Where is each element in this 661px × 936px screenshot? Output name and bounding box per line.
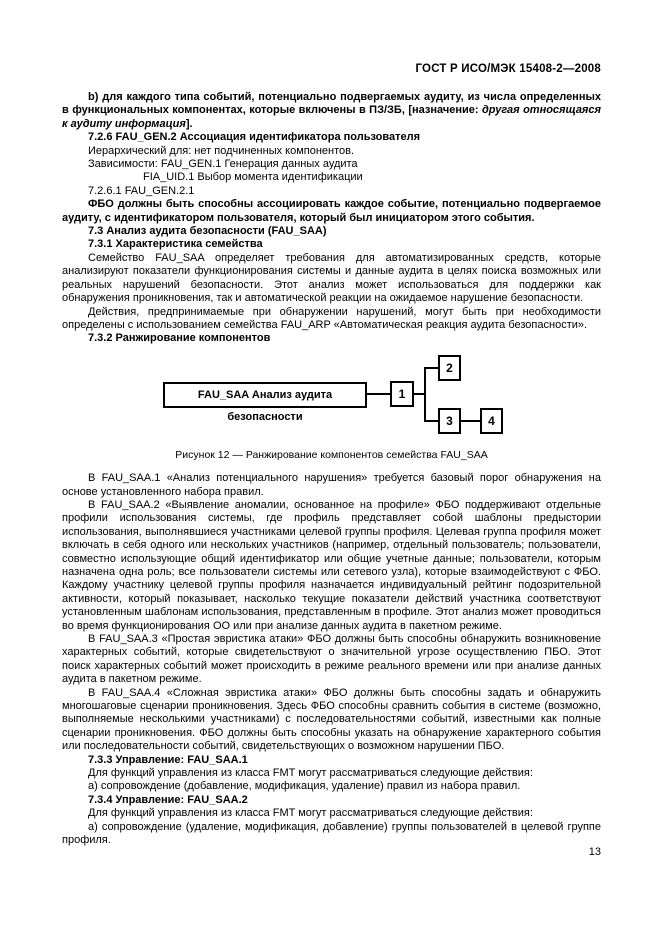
paragraph-7-3-4-intro: Для функций управления из класса FMT могут рассматриваться следующие действия: [88, 807, 533, 820]
dependencies-line-2: FIA_UID.1 Выбор момента идентификации [143, 171, 363, 184]
connector-line [367, 393, 390, 395]
figure-node-1: 1 [390, 381, 414, 407]
document-body [62, 91, 601, 848]
heading-7-3-4: 7.3.4 Управление: FAU_SAA.2 [88, 793, 248, 806]
dependencies-line-1: Зависимости: FAU_GEN.1 Генерация данных аудита [88, 158, 358, 171]
figure-node-4: 4 [480, 408, 503, 434]
paragraph-fau-saa-4: В FAU_SAA.4 «Сложная эвристика атаки» ФБО должны быть способны задать и обнаружить многошаговые сценарии проникновения. Здесь ФБО способны сравнить события в системе (возможно, выполняемые несколькими участниками) с последовательностями событий, известными как полные сценарии проникновения. ФБО должны быть способны указать на обнаружение характерного события или последовательности событий, свидетельствующих о возможном нарушении ПБО. [62, 686, 601, 753]
paragraph-fau-saa-1: В FAU_SAA.1 «Анализ потенциального нарушения» требуется базовый порог обнаружения на основе установленного набора правил. [62, 472, 601, 498]
connector-line [424, 420, 438, 422]
heading-7-2-6: 7.2.6 FAU_GEN.2 Ассоциация идентификатора пользователя [88, 131, 421, 144]
page-header: ГОСТ Р ИСО/МЭК 15408-2—2008 [415, 63, 601, 75]
paragraph-7-3-3-item-a: а) сопровождение (добавление, модификация, удаление) правил из набора правил. [88, 780, 521, 793]
heading-7-3-2: 7.3.2 Ранжирование компонентов [88, 332, 271, 345]
hierarchical-line: Иерархический для: нет подчиненных компонентов. [88, 144, 355, 157]
paragraph-b-text: b) для каждого типа событий, потенциально подвергаемых аудиту, из числа определенных в функциональных компонентах, которые включены в ПЗ/ЗБ, [назначение: [62, 91, 601, 117]
figure-caption: Рисунок 12 — Ранжирование компонентов семейства FAU_SAA [175, 448, 488, 461]
paragraph-list-item-b [62, 91, 601, 131]
paragraph-fau-saa-3: В FAU_SAA.3 «Простая эвристика атаки» ФБО должны быть способны обнаружить возникновение характерных событий, которые свидетельствуют о значительной угрозе осуществлению ПБО. Этот поиск характерных событий может происходить в режиме реального времени или при анализе данных аудита в пакетном режиме. [62, 633, 601, 686]
heading-7-3-1: 7.3.1 Характеристика семейства [88, 238, 263, 251]
connector-line [424, 367, 426, 422]
paragraph-b-close: ]. [185, 117, 193, 130]
paragraph-actions: Действия, предпринимаемые при обнаружении нарушений, могут быть при необходимости определены с использованием семейства FAU_ARP «Автоматическая реакция аудита безопасности». [62, 305, 601, 331]
page-number: 13 [588, 846, 601, 858]
paragraph-7-3-4-item-a: а) сопровождение (удаление, модификация, добавление) группы пользователей в целевой группе профиля. [62, 820, 601, 847]
connector-line [424, 367, 438, 369]
paragraph-fau-saa-2: В FAU_SAA.2 «Выявление аномалии, основанное на профиле» ФБО поддерживают отдельные профили использования системы, где профиль представляет собой шаблоны предыстории использования, выполнявшиеся участниками целевой группы профиля. Целевая группа профиля может включать в себя одного или нескольких участников (например, отдельный пользователь; пользователи, совместно использующие общий идентификатор или общие учетные данные; пользователи, которым назначена одна роль; все пользователи системы или сетевого узла), которые взаимодействуют с ФБО. Каждому участнику целевой группы профиля назначается индивидуальный рейтинг подозрительной активности, который показывает, насколько текущие показатели действий участника соответствуют установленным шаблонам использования, представленным в профиле. Этот анализ может проводиться во время функционирования ОО или при анализе данных аудита в пакетном режиме. [62, 498, 601, 632]
figure-12-component-leveling [62, 355, 601, 435]
heading-7-2-6-1: 7.2.6.1 FAU_GEN.2.1 [88, 184, 195, 197]
paragraph-b-assignment: другая относящаяся к аудиту информация [62, 104, 602, 130]
paragraph-7-3-3-intro: Для функций управления из класса FMT могут рассматриваться следующие действия: [88, 767, 533, 780]
paragraph-family-description: Семейство FAU_SAA определяет требования для автоматизированных средств, которые анализируют показатели функционирования системы и данные аудита в целях поиска возможных или реальных нарушений безопасности. Этот анализ может использоваться для поддержки как обнаружения проникновения, так и автоматической реакции на ожидаемое нарушение безопасности. [62, 251, 601, 305]
heading-7-3-3: 7.3.3 Управление: FAU_SAA.1 [88, 753, 248, 766]
paragraph-fbo-requirement: ФБО должны быть способны ассоциировать каждое событие, потенциально подвергаемое аудиту, с идентификатором пользователя, который был инициатором этого события. [62, 198, 601, 224]
figure-node-2: 2 [438, 355, 461, 381]
figure-node-3: 3 [438, 408, 461, 434]
figure-family-box: FAU_SAA Анализ аудита безопасности [163, 382, 367, 408]
heading-7-3: 7.3 Анализ аудита безопасности (FAU_SAA) [88, 225, 327, 238]
connector-line [461, 420, 480, 422]
